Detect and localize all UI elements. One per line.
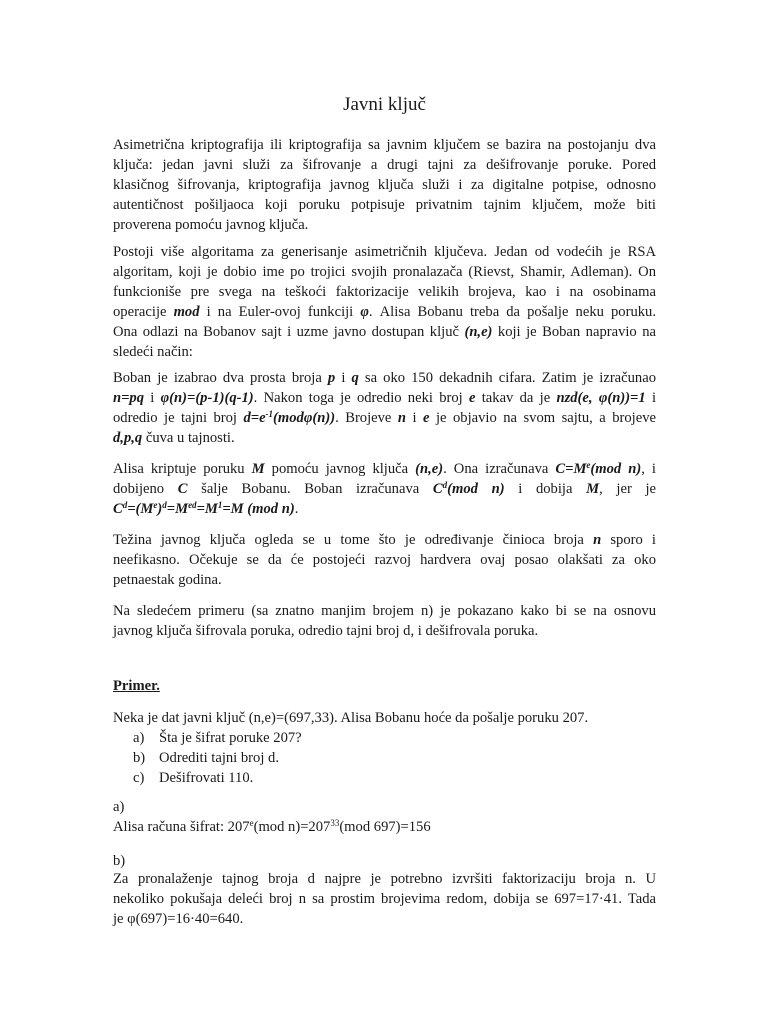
text-line: Asimetrična kriptografija ili kriptografija sa javnim ključem se bazira na postojanju dva: [113, 137, 656, 153]
text-line: ključa: jedan javni služi za šifrovanje a drugi tajni za dešifrovanje poruke. Pored: [113, 157, 656, 173]
list-marker: c): [133, 770, 145, 786]
text-line: funkcioniše pre svega na teškoći faktorizacije velikih brojeva, kao i na osobinama: [113, 284, 656, 300]
math-term: φ: [360, 304, 369, 320]
text-line: klasičnog šifrovanja, kriptografija javnog ključa služi i za digitalne potpise, odnosno: [113, 177, 656, 193]
text-line: Za pronalaženje tajnog broja d najpre je potrebno izvršiti faktorizaciju broja n. U: [113, 871, 656, 887]
text-line: Boban je izabrao dva prosta broja p i q sa oko 150 dekadnih cifara. Zatim je izračunao: [113, 370, 656, 386]
text-line: autentičnost pošiljaoca koji poruku potpisuje privatnim tajnim ključem, može biti: [113, 197, 656, 213]
difficulty-paragraph: [113, 530, 656, 590]
text-line: je φ(697)=16·40=640.: [113, 911, 244, 927]
text-line: algoritam, koji je dobio ime po trojici svojih pronalazača (Rievst, Shamir, Adleman). On: [113, 264, 656, 280]
example-intro-paragraph: [113, 601, 656, 641]
list-text: Šta je šifrat poruke 207?: [159, 730, 302, 746]
answer-a-label: a): [113, 799, 125, 815]
text-line: petnaestak godina.: [113, 572, 222, 588]
list-item: [133, 768, 302, 788]
text-line: odredio je tajni broj $d=e^{-1}(mod\varphi(n))$. Brojeve n i e je objavio na svom sajtu, a brojeve: [113, 409, 656, 426]
rsa-paragraph: [113, 242, 656, 362]
text-line: sledeći način:: [113, 344, 193, 360]
example-heading: Primer.: [113, 678, 160, 694]
intro-paragraph: [113, 135, 656, 235]
list-item: [133, 748, 302, 768]
decryption-formula: $C^d=(M^e)^d=M^{ed}=M^1=M$ (mod n): [113, 500, 295, 517]
example-statement: Neka je dat javni ključ (n,e)=(697,33). Alisa Bobanu hoće da pošalje poruku 207.: [113, 710, 589, 726]
math-term: (n,e): [464, 324, 493, 340]
text-line: proverena pomoću javnog ključa.: [113, 217, 309, 233]
text-line: Na sledećem primeru (sa znatno manjim brojem n) je pokazano kako bi se na osnovu: [113, 603, 656, 619]
task-list: [133, 728, 302, 788]
list-marker: a): [133, 730, 145, 746]
encryption-paragraph: [113, 459, 656, 519]
text-line: operacije mod i na Euler-ovoj funkciji φ. Alisa Bobanu treba da pošalje neku poruku.: [113, 304, 657, 320]
list-item: [133, 728, 302, 748]
text-line: dobijeno C šalje Bobanu. Boban izračunava $C^d(mod$ n) i dobija M, jer je: [113, 480, 656, 497]
list-text: Odrediti tajni broj d.: [159, 750, 279, 766]
list-marker: b): [133, 750, 146, 766]
text-line: Alisa kriptuje poruku M pomoću javnog ključa (n,e). Ona izračunava $C=M^e(mod$ n), i: [113, 460, 656, 477]
text-line: nekoliko pokušaja deleći broj n sa prostim brojevima redom, dobija se 697=17·41. Tada: [113, 891, 656, 907]
answer-a-line: Alisa računa šifrat: 207e(mod $n)=207^{33}(mod$ 697)=156: [113, 818, 431, 835]
key-generation-paragraph: [113, 368, 656, 448]
text-line: n=pq i φ(n)=(p-1)(q-1). Nakon toga je odredio neki broj e takav da je nzd(e, φ(n))=1 i: [113, 390, 656, 406]
text-line: javnog ključa šifrovala poruka, odredio tajni broj d, i dešifrovala poruka.: [113, 623, 539, 639]
text-line: Postoji više algoritama za generisanje asimetričnih ključeva. Jedan od vodećih je RSA: [113, 244, 656, 260]
list-text: Dešifrovati 110.: [159, 770, 254, 786]
answer-b-label: b): [113, 853, 126, 869]
answer-b-paragraph: [113, 869, 656, 929]
text-line: $C^d=(M^e)^d=M^{ed}=M^1=M$ (mod n).: [113, 500, 299, 517]
text-line: d,p,q čuva u tajnosti.: [113, 430, 235, 446]
text-line: Ona odlazi na Bobanov sajt i uzme javno dostupan ključ (n,e) koji je Boban napravio na: [113, 324, 656, 340]
text-line: Težina javnog ključa ogleda se u tome što je određivanje činioca broja n sporo i: [113, 532, 656, 548]
page-title: Javni ključ: [343, 94, 426, 115]
text-line: neefikasno. Očekuje se da će postojeći razvoj hardvera ovaj posao olakšati za oko: [113, 552, 656, 568]
math-term: mod: [173, 304, 200, 320]
